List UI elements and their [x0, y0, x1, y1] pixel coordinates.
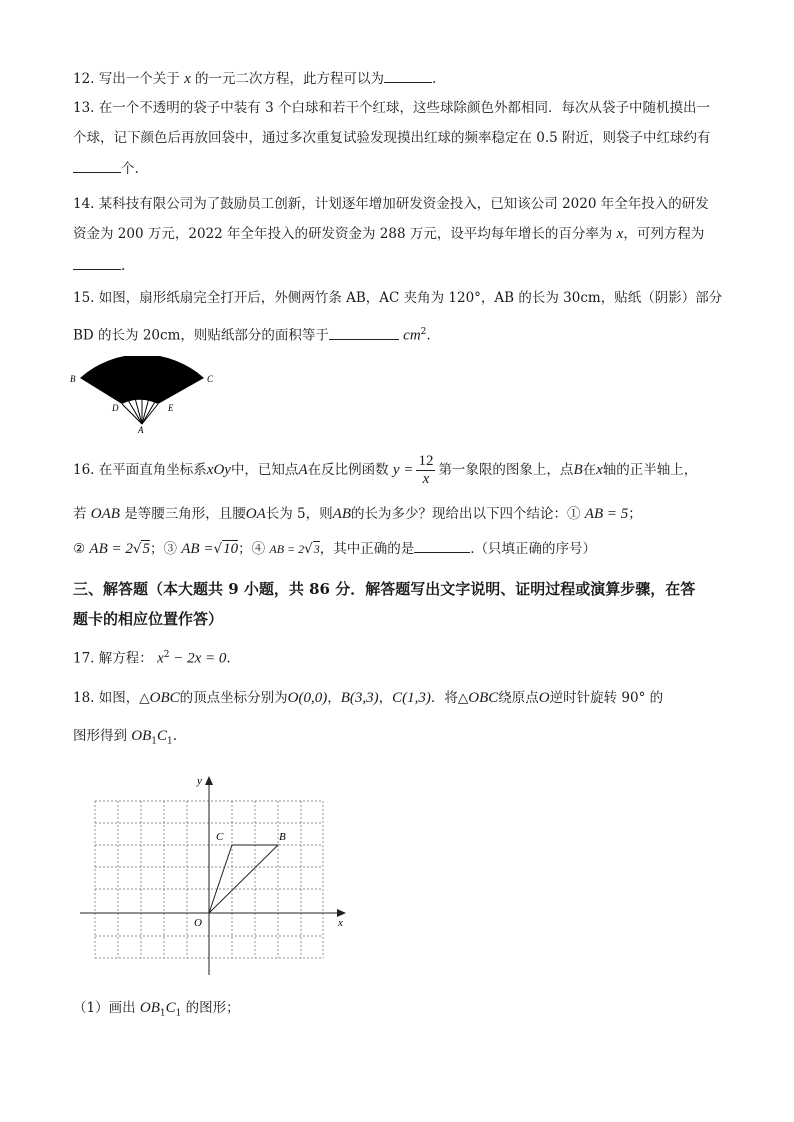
point-label-C: C [216, 831, 224, 843]
question-number: 16. [73, 462, 95, 478]
question-14-line3: . [73, 255, 733, 276]
fan-shaded-region [80, 356, 204, 404]
answer-blank[interactable] [73, 255, 121, 270]
question-13-line3: 个. [73, 158, 733, 179]
question-number: 15. [73, 290, 95, 306]
point-label-B: B [279, 831, 286, 843]
fraction-12-over-x: $\frac{12}{x}$ [418, 453, 434, 487]
question-13: 13. 在一个不透明的袋子中装有 3 个白球和若干个红球，这些球除颜色外都相同．每次从袋子中随机摸出一 [73, 100, 710, 116]
answer-blank[interactable] [414, 538, 470, 553]
answer-blank[interactable] [384, 68, 432, 83]
question-number: 13. [73, 100, 95, 116]
question-number: 12. [73, 71, 95, 87]
answer-blank[interactable] [329, 325, 399, 340]
question-16-line3: ② AB = 2√5；③ AB =√10；④ AB = 2√3，其中正确的是 .（只填正确的序号） [73, 538, 733, 559]
question-15: 15. 如图，扇形纸扇完全打开后，外侧两竹条 AB，AC 夹角为 120°，AB 的长为 30cm，贴纸（阴影）部分 [73, 290, 723, 306]
fan-figure [68, 356, 218, 434]
question-number: 18. [73, 690, 95, 706]
question-18: 18. 如图，△OBC的顶点坐标分别为O(0,0)，B(3,3)，C(1,3)．将△OBC绕原点O逆时针旋转 90° 的 [73, 690, 664, 706]
section-3-heading: 三、解答题（本大题共 9 小题，共 86 分．解答题写出文字说明、证明过程或演算步骤，在答 [73, 580, 696, 598]
section-3-heading-line2: 题卡的相应位置作答） [73, 610, 224, 628]
question-12: 12. 写出一个关于 x 的一元二次方程，此方程可以为 . [73, 68, 733, 89]
question-15-line2: BD 的长为 20cm，则贴纸部分的面积等于 $cm^2$. [73, 322, 733, 346]
triangle-OBC [209, 845, 278, 913]
question-number: 14. [73, 196, 95, 212]
answer-blank[interactable] [73, 158, 121, 173]
point-label-O: O [194, 917, 202, 929]
label-B: B [70, 374, 76, 384]
question-14-line2: 资金为 200 万元，2022 年全年投入的研发资金为 288 万元，设平均每年增长的百分率为 x，可列方程为 [73, 226, 705, 242]
x-axis-arrow [337, 909, 346, 917]
question-16: 16. 在平面直角坐标系xOy中，已知点A在反比例函数 y = $\frac{12}{x}$ 第一象限的图象上，点B在x轴的正半轴上， [73, 453, 698, 487]
question-18-line2: 图形得到 $OB_1C_1$. [73, 728, 178, 747]
axis-label-x: x [338, 917, 343, 929]
question-16-line2: 若 OAB 是等腰三角形，且腰OA长为 5，则AB的长为多少？现给出以下四个结论：① AB = 5； [73, 506, 642, 522]
label-C: C [207, 374, 214, 384]
label-A: A [138, 425, 144, 434]
question-number: 17. [73, 650, 95, 667]
y-axis-arrow [205, 776, 213, 785]
coordinate-grid-figure [80, 770, 355, 980]
question-17: 17. 解方程： $x^2 - 2x = 0$. [73, 650, 231, 667]
label-D: D [112, 403, 119, 413]
question-18-part-1: （1）画出 $OB_1C_1$ 的图形； [73, 1000, 240, 1019]
question-14: 14. 某科技有限公司为了鼓励员工创新，计划逐年增加研发资金投入，已知该公司 2020 年全年投入的研发 [73, 196, 709, 212]
axis-label-y: y [197, 775, 202, 787]
question-13-line2: 个球，记下颜色后再放回袋中，通过多次重复试验发现摸出红球的频率稳定在 0.5 附近，则袋子中红球约有 [73, 130, 711, 146]
label-E: E [168, 403, 174, 413]
